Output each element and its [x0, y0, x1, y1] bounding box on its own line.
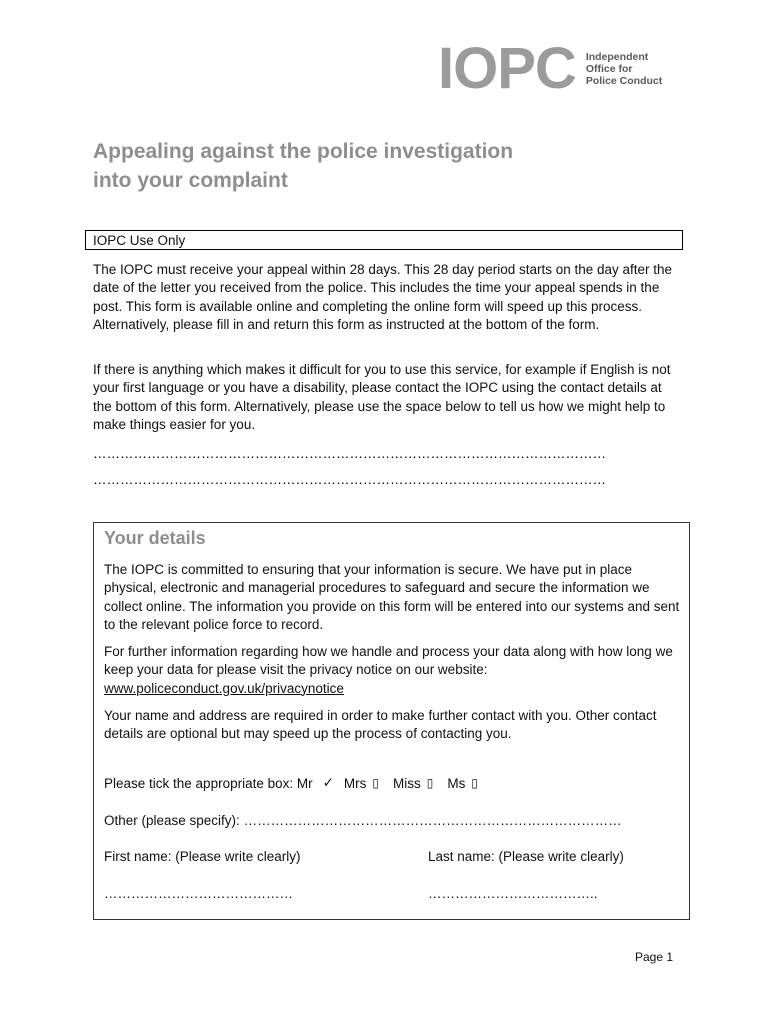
page-title: Appealing against the police investigation into your complaint	[93, 140, 514, 192]
ms-option[interactable]: Ms ▯	[447, 775, 478, 791]
intro-paragraph-1: The IOPC must receive your appeal within 28 days. This 28 day period starts on the day after the date of the letter you received from the police. This includes the time your appeal spends in the post. This form is available online and completing the online form will speed up this process. Alternatively, please fill in and return this form as instructed at the bottom of the form.	[93, 262, 673, 332]
iopc-use-only-box: IOPC Use Only	[85, 230, 683, 250]
help-entry-line-2[interactable]: ……………………………………………………………………………………………………	[93, 472, 606, 487]
title-tick-row: Please tick the appropriate box: Mr ✓ Mrs ▯ Miss ▯ Ms ▯	[104, 775, 478, 791]
help-entry-line-1[interactable]: ……………………………………………………………………………………………………	[93, 446, 606, 461]
page-number: Page 1	[635, 950, 674, 964]
details-paragraph-3: Your name and address are required in order to make further contact with you. Other contact details are optional but may speed up the process of contacting you.	[104, 708, 657, 742]
details-paragraph-1: The IOPC is committed to ensuring that your information is secure. We have put in place physical, electronic and managerial procedures to safeguard and secure the information we collect online. The information you provide on this form will be entered into our systems and sent to the relevant police force to record.	[104, 562, 680, 632]
other-title-field[interactable]: …………………………………………………………………………	[243, 813, 622, 828]
logo-mark: IOPC	[438, 36, 576, 101]
other-title-row: Other (please specify): …………………………………………………………………………	[104, 813, 622, 828]
logo-text: Independent Office for Police Conduct	[585, 51, 663, 87]
last-name-field[interactable]: ………………………………..	[428, 886, 598, 901]
last-name-label: Last name: (Please write clearly)	[428, 849, 624, 864]
first-name-label: First name: (Please write clearly)	[104, 849, 301, 864]
intro-paragraph-2: If there is anything which makes it difficult for you to use this service, for example if English is not your first language or you have a disability, please contact the IOPC using the contact details at the bottom of this form. Alternatively, please use the space below to tell us how we might help to make things easier for you.	[93, 362, 671, 432]
your-details-heading: Your details	[104, 528, 206, 548]
details-paragraph-2: For further information regarding how we handle and process your data along with how long we keep your data for please visit the privacy notice on our website: www.policeconduct.gov.uk/privacynotice	[104, 644, 673, 696]
mrs-checkbox-icon[interactable]: ▯	[372, 776, 380, 790]
tick-icon: ✓	[322, 775, 334, 790]
iopc-logo	[438, 36, 663, 101]
mr-checkbox[interactable]	[323, 775, 334, 791]
miss-option[interactable]: Miss ▯	[393, 775, 434, 791]
ms-checkbox-icon[interactable]: ▯	[471, 776, 478, 790]
mrs-option[interactable]: Mrs ▯	[343, 775, 380, 791]
miss-checkbox-icon[interactable]: ▯	[426, 776, 434, 790]
your-details-section	[93, 522, 690, 920]
first-name-field[interactable]: ……………………………………	[104, 886, 293, 901]
privacy-notice-link[interactable]: www.policeconduct.gov.uk/privacynotice	[104, 680, 344, 696]
